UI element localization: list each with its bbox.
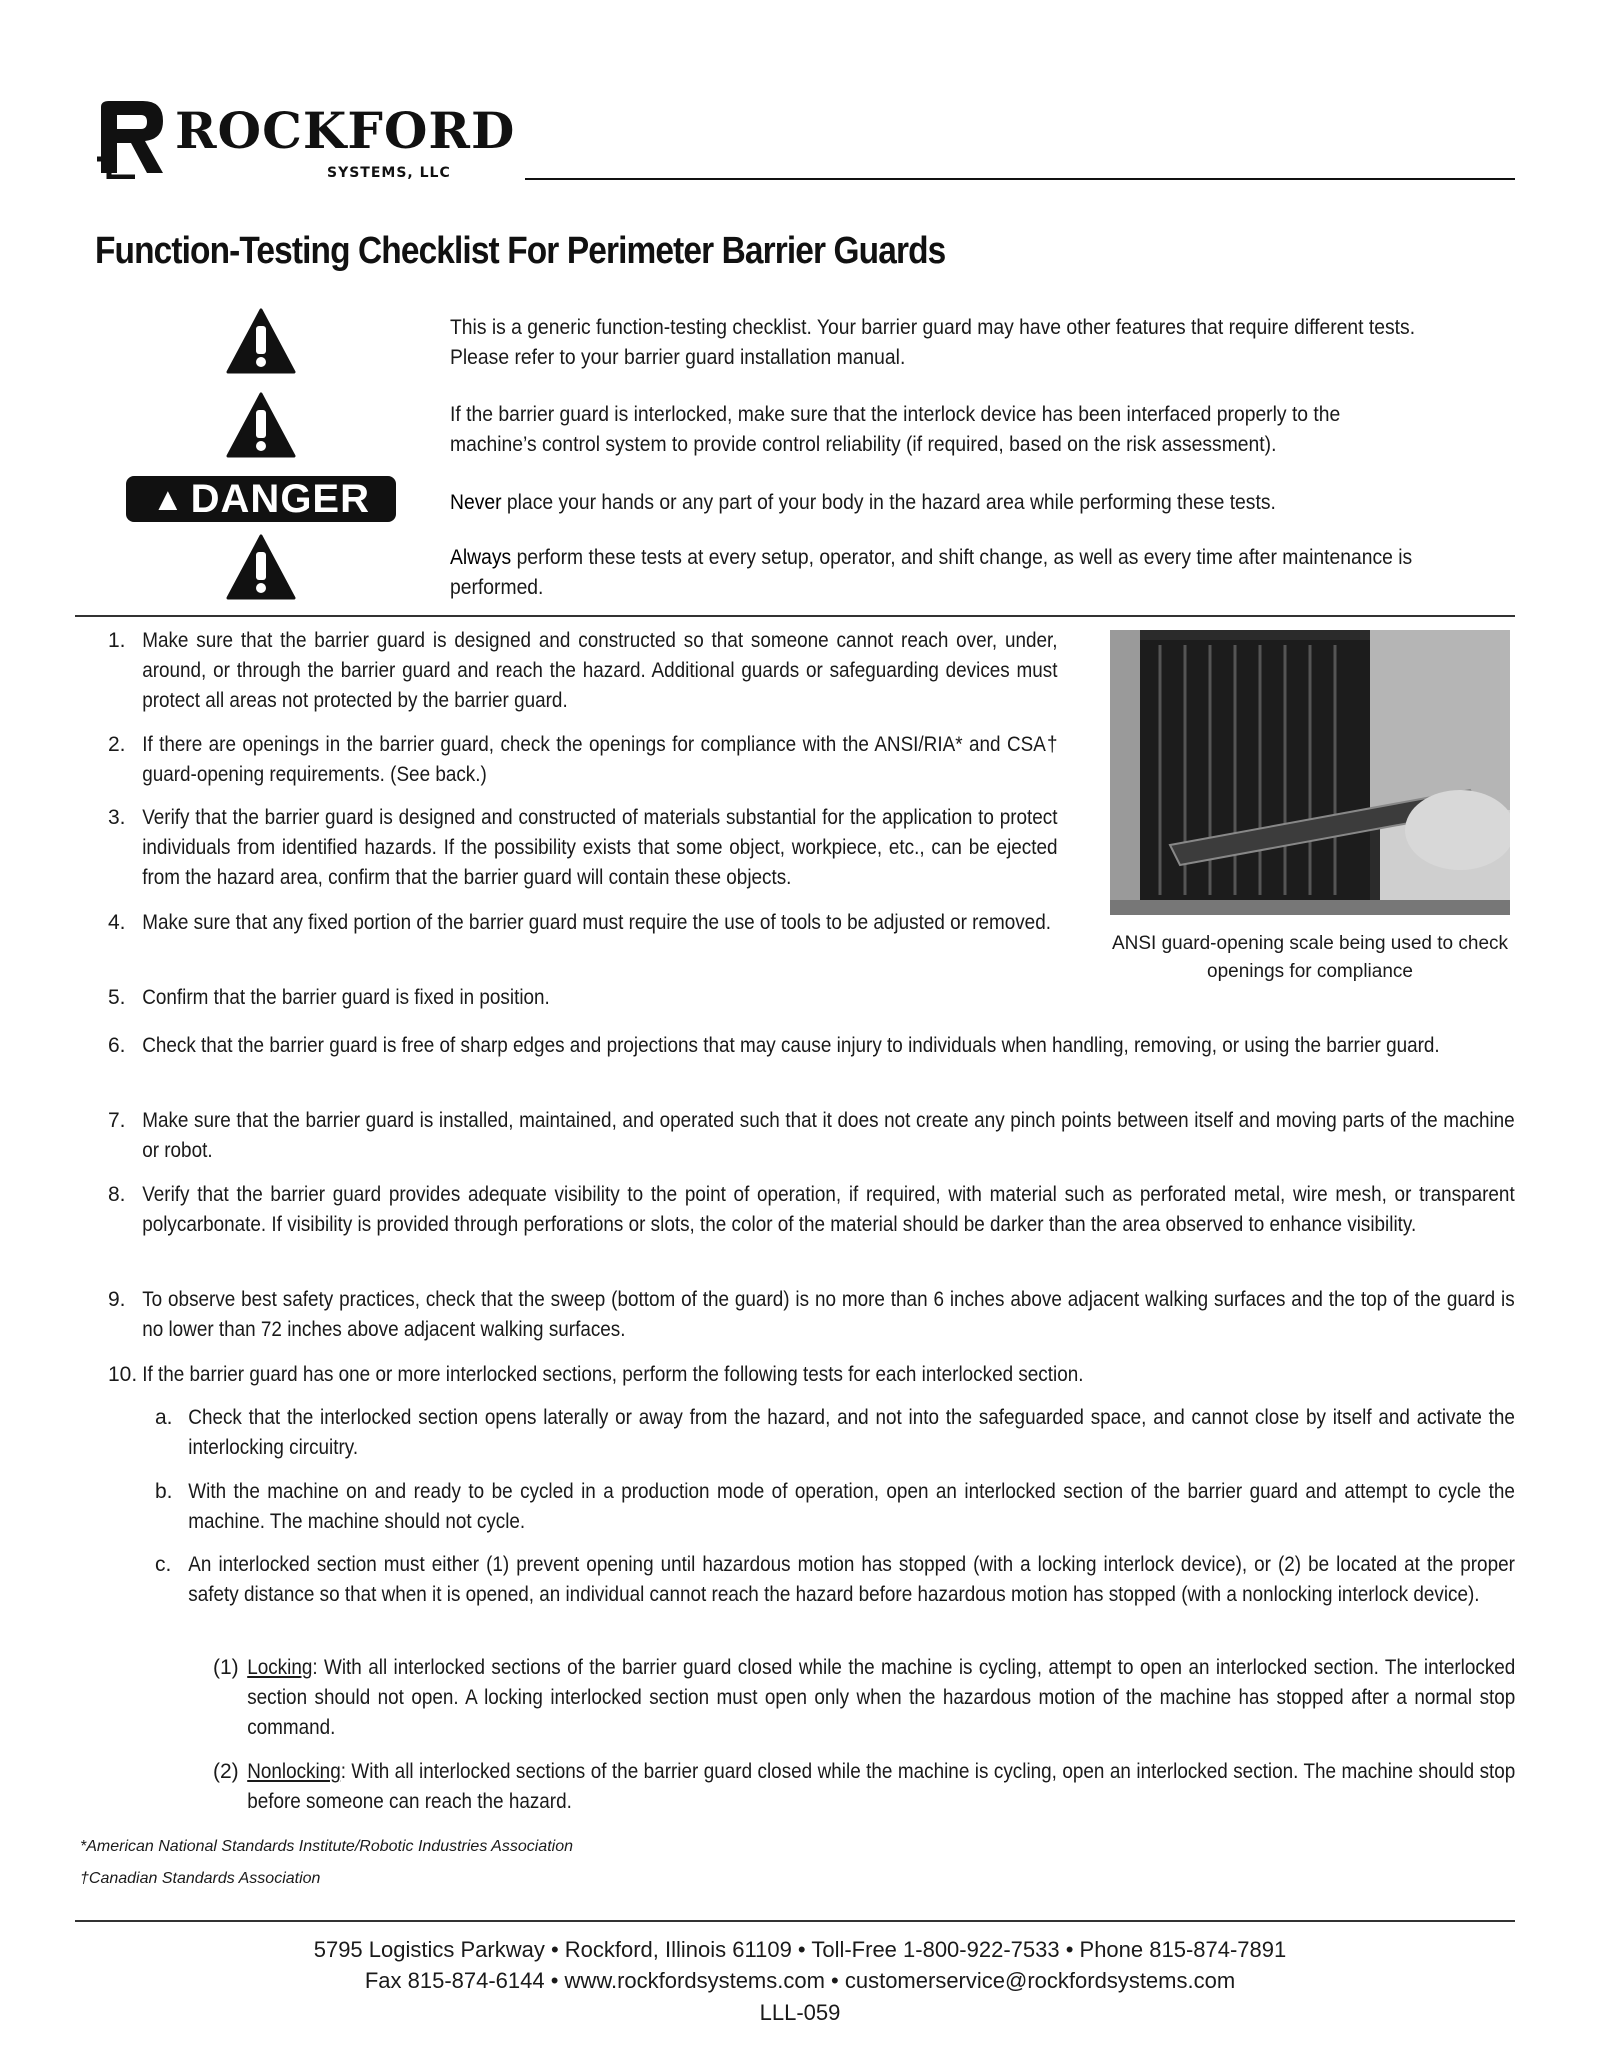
footnote-csa: †Canadian Standards Association (80, 1870, 321, 1887)
checklist-item (108, 1106, 1515, 1166)
locking-label: Locking (247, 1656, 313, 1679)
subitem-letter: c. (155, 1553, 172, 1576)
nonlocking-label: Nonlocking (247, 1760, 341, 1783)
footer-rule (75, 1920, 1515, 1922)
subitem-text: With the machine on and ready to be cycled in a production mode of operation, open an interlocked section of the barrier guard and attempt to cycle the machine. The machine should not cycle. (188, 1480, 1515, 1533)
danger-triangle-icon: ▲ (151, 481, 185, 517)
locking-text: : With all interlocked sections of the barrier guard closed while the machine is cycling, attempt to open an interlocked section. The interlocked section should not open. A locking interlocked section must open only when the hazardous motion of the machine has stopped after a normal stop command. (247, 1656, 1516, 1739)
checklist-subitem (155, 1550, 1515, 1610)
footer-contact: Fax 815-874-6144 • www.rockfordsystems.com • customerservice@rockfordsystems.com (364, 1968, 1236, 1993)
item-number: 8. (108, 1183, 126, 1206)
document-code: LLL-059 (759, 2000, 841, 2025)
checklist-item (108, 908, 1058, 938)
subitem-text: Check that the interlocked section opens laterally or away from the hazard, and not into the safeguarded space, and cannot close by itself and activate the interlocking circuitry. (188, 1406, 1515, 1459)
photo-illustration (1110, 630, 1510, 915)
danger-text: DANGER (190, 477, 370, 521)
item-text: To observe best safety practices, check that the sweep (bottom of the guard) is no more than 6 inches above adjacent walking surfaces and the top of the guard is no lower than 72 inches above adjacent walking surfaces. (142, 1288, 1515, 1341)
item-text: Make sure that any fixed portion of the barrier guard must require the use of tools to be adjusted or removed. (142, 911, 1051, 934)
checklist-item (108, 983, 1058, 1013)
item-number: 2. (108, 733, 126, 756)
item-text: Verify that the barrier guard provides adequate visibility to the point of operation, if required, with material such as perforated metal, wire mesh, or transparent polycarbonate. If visibility is provided through perforations or slots, the color of the material should be darker than the area observed to enhance visibility. (142, 1183, 1515, 1236)
intro-paragraph: This is a generic function-testing checklist. Your barrier guard may have other features that require different tests. Please refer to your barrier guard installation manual. (450, 316, 1416, 369)
checklist-item (108, 1285, 1515, 1345)
subsubitem-number: (2) (213, 1760, 239, 1783)
item-text: If there are openings in the barrier guard, check the openings for compliance with the ANSI/RIA* and CSA† guard-opening requirements. (See back.) (142, 733, 1058, 786)
item-number: 4. (108, 911, 126, 934)
subsubitem-text (213, 1757, 1515, 1817)
subitem-letter: b. (155, 1480, 173, 1503)
checklist-item (108, 1180, 1515, 1240)
item-number: 5. (108, 986, 126, 1009)
item-number: 3. (108, 806, 126, 829)
page-title: Function-Testing Checklist For Perimeter Barrier Guards (95, 230, 946, 272)
company-logo (95, 95, 515, 185)
company-name: ROCKFORD (175, 101, 516, 160)
checklist-item (108, 1031, 1515, 1061)
item-text: Make sure that the barrier guard is designed and constructed so that someone cannot reach over, under, around, or through the barrier guard and reach the hazard. Additional guards or safeguarding devices must protect all areas not protected by the barrier guard. (142, 629, 1058, 712)
subitem-text: An interlocked section must either (1) prevent opening until hazardous motion has stopped (with a locking interlock device), or (2) be located at the proper safety distance so that when it is opened, an individual cannot reach the hazard before hazardous motion has stopped (with a nonlocking interlock device). (188, 1553, 1515, 1606)
item-number: 10. (108, 1363, 138, 1386)
always-label: Always (450, 546, 512, 569)
item-text: Confirm that the barrier guard is fixed in position. (142, 986, 550, 1009)
item-number: 6. (108, 1034, 126, 1057)
item-text: Verify that the barrier guard is designed and constructed of materials substantial for the application to protect individuals from identified hazards. If the possibility exists that some object, workpiece, etc., can be ejected from the hazard area, confirm that the barrier guard will contain these objects. (142, 806, 1058, 889)
checklist-item (108, 803, 1058, 893)
subitem-letter: a. (155, 1406, 173, 1429)
never-label: Never (450, 491, 502, 514)
footer-address: 5795 Logistics Parkway • Rockford, Illinois 61109 • Toll-Free 1-800-922-7533 • Phone 815-874-7891 (313, 1937, 1287, 1962)
intro-paragraph (450, 488, 1425, 518)
item-number: 7. (108, 1109, 126, 1132)
checklist-item (108, 730, 1058, 790)
item-number: 9. (108, 1288, 126, 1311)
warning-triangle-icon (226, 308, 296, 374)
checklist-subsubitem (213, 1757, 1515, 1817)
intro-paragraph: If the barrier guard is interlocked, make sure that the interlock device has been interfaced properly to the machine’s control system to provide control reliability (if required, based on the risk assessment). (450, 403, 1341, 456)
guard-opening-scale-photo (1110, 630, 1510, 915)
section-divider (75, 615, 1515, 617)
item-text: If the barrier guard has one or more interlocked sections, perform the following tests for each interlocked section. (142, 1363, 1084, 1386)
company-suffix: SYSTEMS, LLC (327, 165, 451, 181)
logo-mark-icon (95, 99, 169, 179)
checklist-item (108, 1360, 1515, 1390)
photo-caption: ANSI guard-opening scale being used to check openings for compliance (1111, 933, 1509, 982)
intro-paragraph (450, 543, 1425, 603)
footnote-ansi: *American National Standards Institute/Robotic Industries Association (80, 1838, 573, 1855)
subsubitem-text (213, 1653, 1515, 1743)
item-number: 1. (108, 629, 126, 652)
nonlocking-text: : With all interlocked sections of the barrier guard closed while the machine is cycling, open an interlocked section. The machine should stop before someone can reach the hazard. (247, 1760, 1516, 1813)
checklist-item (108, 626, 1058, 716)
checklist-subsubitem (213, 1653, 1515, 1743)
header-rule (525, 178, 1515, 180)
intro-text: place your hands or any part of your body in the hazard area while performing these tests. (501, 491, 1276, 514)
danger-label (126, 476, 396, 522)
checklist-subitem (155, 1403, 1515, 1463)
subsubitem-number: (1) (213, 1656, 239, 1679)
page-header (95, 95, 1515, 185)
item-text: Check that the barrier guard is free of sharp edges and projections that may cause injury to individuals when handling, removing, or using the barrier guard. (142, 1034, 1440, 1057)
warning-triangle-icon (226, 392, 296, 458)
warning-triangle-icon (226, 534, 296, 600)
item-text: Make sure that the barrier guard is installed, maintained, and operated such that it does not create any pinch points between itself and moving parts of the machine or robot. (142, 1109, 1515, 1162)
intro-text: perform these tests at every setup, operator, and shift change, as well as every time after maintenance is performed. (450, 546, 1413, 599)
checklist-subitem (155, 1477, 1515, 1537)
